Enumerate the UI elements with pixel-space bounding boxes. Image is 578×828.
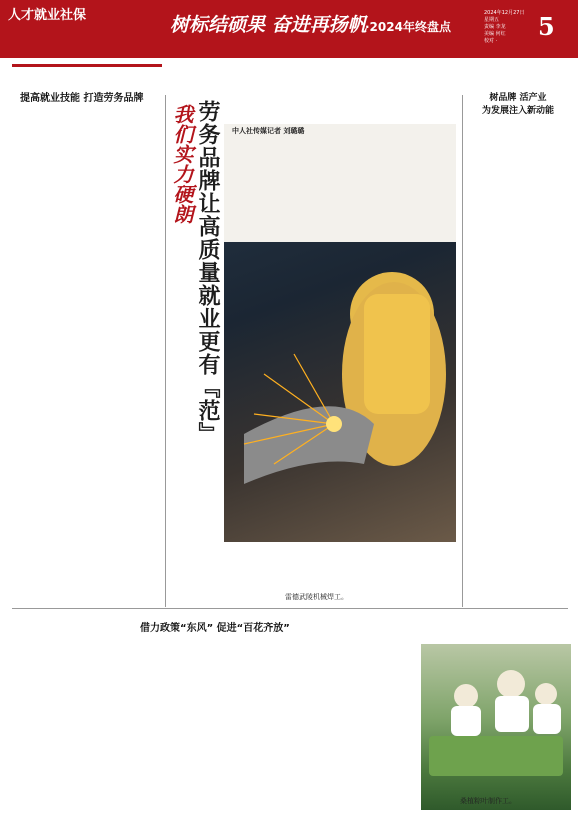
leaf-wrapper-photo xyxy=(421,644,571,810)
left-column-rule xyxy=(12,64,162,67)
issue-date: 2024年12月27日 xyxy=(484,10,525,16)
welder-photo-illustration xyxy=(224,124,456,542)
leaf-wrapper-photo-illustration xyxy=(421,644,571,810)
right-heading-line1: 树品牌 活产业 xyxy=(489,93,547,103)
secondary-photo-caption: 桑植粽叶制作工。 xyxy=(460,797,516,805)
left-column-heading: 提高就业技能 打造劳务品牌 xyxy=(20,93,144,104)
welder-photo xyxy=(224,124,456,542)
right-heading-line2: 为发展注入新动能 xyxy=(481,106,554,116)
page-topic: ·2024年终盘点 xyxy=(365,20,451,34)
main-photo-caption: 雷德武陵机械焊工。 xyxy=(285,593,348,601)
issue-designer: 美编 何红 xyxy=(484,31,506,37)
page-number: 5 xyxy=(538,12,555,41)
issue-editor: 责编 李龙 xyxy=(484,24,506,30)
bottom-heading: 借力政策“东风” 促进“百花齐放” xyxy=(140,623,290,634)
section-divider xyxy=(12,608,568,609)
issue-meta xyxy=(484,10,528,45)
right-column-heading xyxy=(468,90,568,116)
byline-box xyxy=(232,126,452,144)
calligraphy-tagline: 我们实力硬朗 xyxy=(170,104,194,224)
byline: 中人社传媒记者 刘璐璐 xyxy=(232,126,305,135)
column-divider xyxy=(165,95,166,607)
issue-proofreader: 校对 · xyxy=(484,38,498,44)
page-slogan: 树标结硕果 奋进再扬帆 xyxy=(170,14,367,36)
column-divider xyxy=(462,95,463,607)
lead-title: 劳务品牌让高质量就业更有『范』 xyxy=(195,100,220,445)
section-name: 人才就业社保 xyxy=(8,8,87,23)
issue-weekday: 星期五 xyxy=(484,17,500,23)
